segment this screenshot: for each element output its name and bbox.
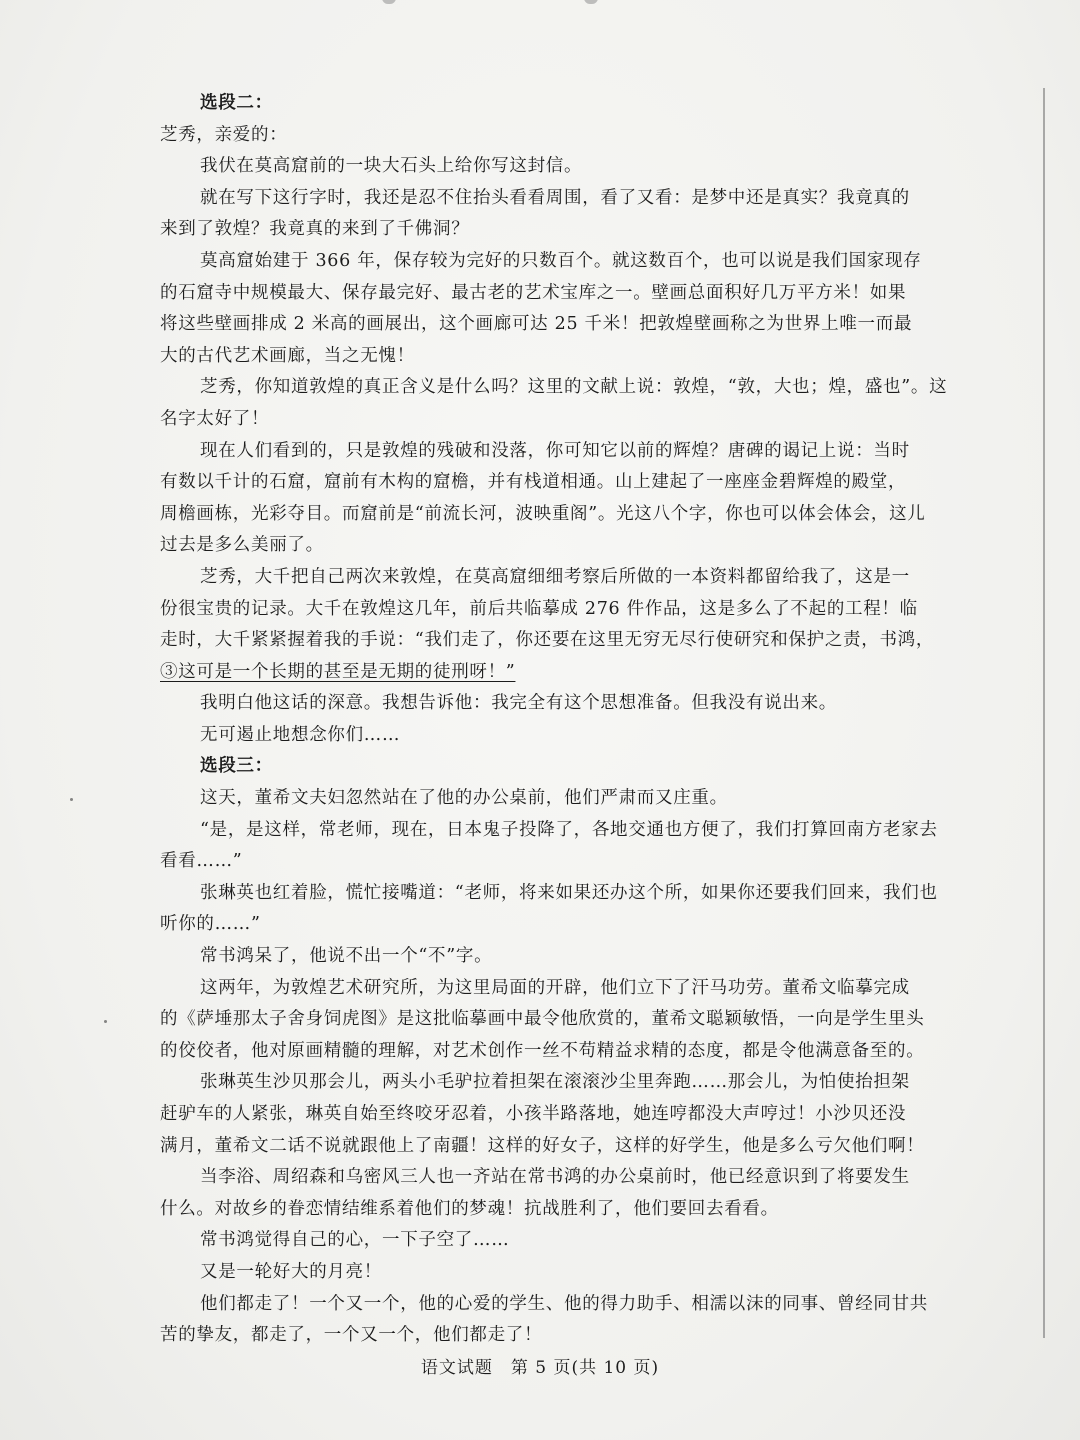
paragraph-line: 过去是多么美丽了。 (160, 535, 324, 556)
salutation: 芝秀，亲爱的： (160, 124, 288, 145)
underlined-sentence-3: ③这可是一个长期的甚至是无期的徒刑呀！” (160, 661, 516, 682)
paragraph-line: 大的古代艺术画廊，当之无愧！ (160, 345, 415, 366)
paragraph-line: 看看……” (160, 851, 243, 872)
paragraph-line: 将这些壁画排成 2 米高的画展出，这个画廊可达 25 千米！把敦煌壁画称之为世界上唯一而最 (160, 314, 913, 335)
paragraph-line: 名字太好了！ (160, 408, 270, 429)
paragraph-line: 走时，大千紧紧握着我的手说：“我们走了，你还要在这里无穷无尽行使研究和保护之责，书鸿， (160, 630, 935, 651)
paragraph-line: 的《萨埵那太子舍身饲虎图》是这批临摹画中最令他欣赏的，董希文聪颖敏悟，一向是学生里头 (160, 1009, 925, 1030)
paragraph-line: 份很宝贵的记录。大千在敦煌这几年，前后共临摹成 276 件作品，这是多么了不起的工程！临 (160, 598, 918, 619)
paragraph-line: 这天，董希文夫妇忽然站在了他的办公桌前，他们严肃而又庄重。 (200, 788, 728, 809)
scan-mark (382, 0, 396, 4)
paragraph-line: 的佼佼者，他对原画精髓的理解，对艺术创作一丝不苟精益求精的态度，都是令他满意备至的。 (160, 1040, 925, 1061)
paragraph-line: 我伏在莫高窟前的一块大石头上给你写这封信。 (200, 156, 583, 177)
scan-speck (70, 798, 73, 801)
paragraph-line: 这两年，为敦煌艺术研究所，为这里局面的开辟，他们立下了汗马功劳。董希文临摹完成 (200, 977, 910, 998)
paragraph-line: 苦的挚友，都走了，一个又一个，他们都走了！ (160, 1325, 543, 1346)
page-footer: 语文试题 第 5 页(共 10 页) (420, 1358, 660, 1378)
paragraph-line: 周檐画栋，光彩夺目。而窟前是“前流长河，波映重阁”。光这八个字，你也可以体会体会，这儿 (160, 503, 926, 524)
section-heading: 选段二： (200, 93, 273, 113)
paragraph-line: 来到了敦煌？我竟真的来到了千佛洞？ (160, 219, 470, 240)
paragraph-line: “是，是这样，常老师，现在，日本鬼子投降了，各地交通也方便了，我们打算回南方老家去 (200, 819, 938, 840)
paragraph-line: 张琳英生沙贝那会儿，两头小毛驴拉着担架在滚滚沙尘里奔跑……那会儿，为怕使抬担架 (200, 1072, 910, 1093)
paragraph-line: 赶驴车的人紧张，琳英自始至终咬牙忍着，小孩半路落地，她连哼都没大声哼过！小沙贝还没 (160, 1104, 907, 1124)
paragraph-line: 我明白他这话的深意。我想告诉他：我完全有这个思想准备。但我没有说出来。 (200, 693, 837, 714)
section-heading: 选段三： (200, 756, 273, 777)
paragraph-line: 有数以千计的石窟，窟前有木构的窟檐，并有栈道相通。山上建起了一座座金碧辉煌的殿堂， (160, 472, 907, 493)
scan-mark (584, 0, 598, 4)
paragraph-line: 什么。对故乡的眷恋情结维系着他们的梦魂！抗战胜利了，他们要回去看看。 (160, 1198, 779, 1219)
scan-speck (104, 1020, 107, 1023)
paragraph-line: 听你的……” (160, 914, 261, 935)
paragraph-line: 又是一轮好大的月亮！ (200, 1261, 382, 1282)
paragraph-line: 就在写下这行字时，我还是忍不住抬头看看周围，看了又看：是梦中还是真实？我竟真的 (200, 187, 910, 208)
paragraph-line: 的石窟寺中规模最大、保存最完好、最古老的艺术宝库之一。壁画总面积好几万平方米！如果 (160, 282, 907, 303)
margin-rule (1043, 88, 1045, 1338)
underlined-quote (160, 657, 990, 689)
paragraph-line: 常书鸿觉得自己的心，一下子空了…… (200, 1230, 510, 1251)
paragraph-line: 满月，董希文二话不说就跟他上了南疆！这样的好女子，这样的好学生，他是多么亏欠他们啊！ (160, 1135, 925, 1156)
paragraph-line: 他们都走了！一个又一个，他的心爱的学生、他的得力助手、相濡以沫的同事、曾经同甘共 (200, 1293, 928, 1314)
paragraph-line: 现在人们看到的，只是敦煌的残破和没落，你可知它以前的辉煌？唐碑的谒记上说：当时 (200, 440, 910, 461)
paragraph-line: 芝秀，大千把自己两次来敦煌，在莫高窟细细考察后所做的一本资料都留给我了，这是一 (200, 566, 910, 587)
paragraph-line: 常书鸿呆了，他说不出一个“不”字。 (200, 946, 493, 967)
paragraph-line: 张琳英也红着脸，慌忙接嘴道：“老师，将来如果还办这个所，如果你还要我们回来，我们也 (200, 882, 938, 903)
paragraph-line: 当李浴、周绍森和乌密风三人也一齐站在常书鸿的办公桌前时，他已经意识到了将要发生 (200, 1167, 910, 1188)
paragraph-line: 无可遏止地想念你们…… (200, 724, 401, 745)
paragraph-line: 莫高窟始建于 366 年，保存较为完好的只数百个。就这数百个，也可以说是我们国家现存 (200, 250, 922, 271)
passage-text (160, 88, 990, 1352)
paragraph-line: 芝秀，你知道敦煌的真正含义是什么吗？这里的文献上说：敦煌，“敦，大也；煌，盛也”。这 (200, 377, 948, 398)
